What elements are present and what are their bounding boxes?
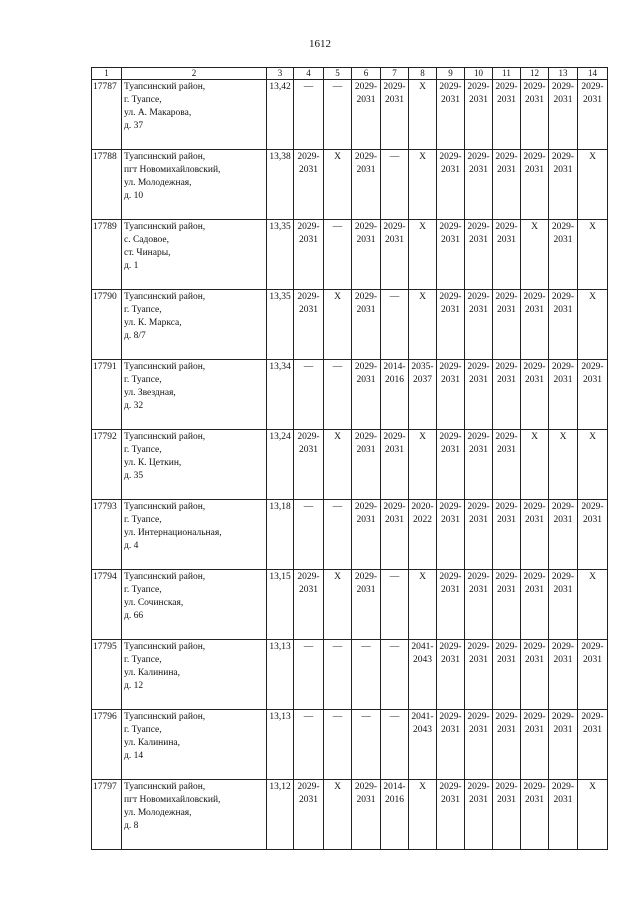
period-cell: X <box>409 80 437 150</box>
period-cell: 2029-2031 <box>294 430 324 500</box>
period-cell: 2029-2031 <box>465 290 493 360</box>
address-cell <box>122 640 267 710</box>
period-cell: — <box>294 500 324 570</box>
period-cell: X <box>324 430 352 500</box>
address-line: Туапсинский район, <box>124 362 206 372</box>
period-cell: X <box>324 290 352 360</box>
period-cell: X <box>324 570 352 640</box>
period-cell: 2029-2031 <box>352 430 381 500</box>
period-cell: X <box>409 150 437 220</box>
address-line: Туапсинский район, <box>124 432 206 442</box>
period-cell: 2029-2031 <box>493 290 521 360</box>
address-line: ул. Звездная, <box>124 388 176 398</box>
period-cell: 2029-2031 <box>521 710 549 780</box>
period-cell: — <box>381 570 409 640</box>
address-line: Туапсинский район, <box>124 222 206 232</box>
period-cell: 2029-2031 <box>521 290 549 360</box>
address-line: д. 32 <box>124 401 144 411</box>
period-cell: 2029-2031 <box>493 150 521 220</box>
address-line: д. 4 <box>124 541 139 551</box>
period-cell: 2029-2031 <box>352 500 381 570</box>
address-line: ул. К. Маркса, <box>124 318 182 328</box>
period-cell: 2029-2031 <box>381 430 409 500</box>
address-line: г. Туапсе, <box>124 585 162 595</box>
table-row <box>92 220 608 290</box>
row-id: 17788 <box>92 150 122 220</box>
address-line: д. 66 <box>124 611 144 621</box>
period-cell: 2029-2031 <box>493 220 521 290</box>
address-line: ул. К. Цеткин, <box>124 458 182 468</box>
period-cell: — <box>352 710 381 780</box>
address-line: д. 1 <box>124 261 139 271</box>
address-cell <box>122 220 267 290</box>
period-cell: — <box>381 150 409 220</box>
address-line: г. Туапсе, <box>124 445 162 455</box>
period-cell: X <box>578 780 608 850</box>
address-line: д. 8/7 <box>124 331 146 341</box>
row-id: 17787 <box>92 80 122 150</box>
period-cell: X <box>409 290 437 360</box>
address-line: ул. Молодежная, <box>124 808 192 818</box>
column-number: 2 <box>122 68 267 80</box>
period-cell: X <box>409 780 437 850</box>
period-cell: X <box>324 780 352 850</box>
period-cell: 2029-2031 <box>578 80 608 150</box>
row-id: 17796 <box>92 710 122 780</box>
area-cell: 13,42 <box>267 80 294 150</box>
period-cell: 2029-2031 <box>465 710 493 780</box>
table-row <box>92 150 608 220</box>
period-cell: X <box>409 430 437 500</box>
period-cell: 2029-2031 <box>493 570 521 640</box>
period-cell: — <box>381 710 409 780</box>
period-cell: 2029-2031 <box>521 780 549 850</box>
row-id: 17789 <box>92 220 122 290</box>
period-cell: 2029-2031 <box>352 80 381 150</box>
address-line: Туапсинский район, <box>124 502 206 512</box>
address-cell <box>122 360 267 430</box>
column-number: 5 <box>324 68 352 80</box>
area-cell: 13,35 <box>267 290 294 360</box>
address-line: ул. А. Макарова, <box>124 108 192 118</box>
period-cell: 2029-2031 <box>437 150 465 220</box>
period-cell: 2014-2016 <box>381 360 409 430</box>
row-id: 17797 <box>92 780 122 850</box>
period-cell: 2029-2031 <box>521 150 549 220</box>
period-cell: 2029-2031 <box>549 640 578 710</box>
period-cell: 2029-2031 <box>578 500 608 570</box>
period-cell: 2029-2031 <box>465 360 493 430</box>
table-row <box>92 80 608 150</box>
period-cell: 2029-2031 <box>578 360 608 430</box>
period-cell: 2029-2031 <box>381 220 409 290</box>
column-number: 9 <box>437 68 465 80</box>
area-cell: 13,38 <box>267 150 294 220</box>
period-cell: 2029-2031 <box>352 290 381 360</box>
address-line: д. 12 <box>124 681 144 691</box>
table-row <box>92 570 608 640</box>
column-number: 6 <box>352 68 381 80</box>
address-cell <box>122 780 267 850</box>
area-cell: 13,34 <box>267 360 294 430</box>
address-cell <box>122 150 267 220</box>
period-cell: 2029-2031 <box>465 500 493 570</box>
period-cell: X <box>409 570 437 640</box>
period-cell: — <box>324 360 352 430</box>
period-cell: 2029-2031 <box>437 360 465 430</box>
period-cell: 2029-2031 <box>549 80 578 150</box>
address-line: Туапсинский район, <box>124 572 206 582</box>
address-line: г. Туапсе, <box>124 725 162 735</box>
period-cell: X <box>578 430 608 500</box>
table-row <box>92 430 608 500</box>
area-cell: 13,13 <box>267 710 294 780</box>
period-cell: 2029-2031 <box>465 640 493 710</box>
period-cell: 2029-2031 <box>437 80 465 150</box>
period-cell: 2029-2031 <box>549 150 578 220</box>
period-cell: 2041-2043 <box>409 710 437 780</box>
period-cell: — <box>381 290 409 360</box>
registry-table <box>91 67 608 850</box>
period-cell: — <box>294 640 324 710</box>
period-cell: 2029-2031 <box>549 290 578 360</box>
period-cell: X <box>521 430 549 500</box>
address-line: г. Туапсе, <box>124 95 162 105</box>
address-line: ул. Интернациональная, <box>124 528 222 538</box>
address-line: г. Туапсе, <box>124 655 162 665</box>
table-row <box>92 780 608 850</box>
row-id: 17791 <box>92 360 122 430</box>
address-cell <box>122 500 267 570</box>
address-line: д. 37 <box>124 121 144 131</box>
area-cell: 13,15 <box>267 570 294 640</box>
row-id: 17794 <box>92 570 122 640</box>
period-cell: 2029-2031 <box>521 640 549 710</box>
column-number: 12 <box>521 68 549 80</box>
period-cell: — <box>352 640 381 710</box>
period-cell: — <box>324 710 352 780</box>
period-cell: 2029-2031 <box>294 150 324 220</box>
address-line: пгт Новомихайловский, <box>124 795 221 805</box>
period-cell: 2029-2031 <box>352 780 381 850</box>
period-cell: 2029-2031 <box>521 570 549 640</box>
period-cell: 2029-2031 <box>465 80 493 150</box>
period-cell: 2029-2031 <box>521 500 549 570</box>
period-cell: 2029-2031 <box>294 290 324 360</box>
period-cell: 2029-2031 <box>465 430 493 500</box>
address-line: д. 14 <box>124 751 144 761</box>
period-cell: 2029-2031 <box>493 80 521 150</box>
period-cell: 2029-2031 <box>437 500 465 570</box>
period-cell: X <box>578 570 608 640</box>
address-line: д. 10 <box>124 191 144 201</box>
period-cell: 2029-2031 <box>493 640 521 710</box>
period-cell: 2029-2031 <box>549 570 578 640</box>
period-cell: 2029-2031 <box>521 360 549 430</box>
address-line: Туапсинский район, <box>124 292 206 302</box>
address-line: ул. Калинина, <box>124 738 181 748</box>
row-id: 17793 <box>92 500 122 570</box>
period-cell: 2029-2031 <box>352 360 381 430</box>
address-line: г. Туапсе, <box>124 375 162 385</box>
address-line: г. Туапсе, <box>124 305 162 315</box>
period-cell: 2014-2016 <box>381 780 409 850</box>
column-number: 1 <box>92 68 122 80</box>
period-cell: 2029-2031 <box>437 570 465 640</box>
address-cell <box>122 430 267 500</box>
period-cell: 2029-2031 <box>352 570 381 640</box>
period-cell: 2029-2031 <box>549 710 578 780</box>
address-line: Туапсинский район, <box>124 712 206 722</box>
period-cell: 2035-2037 <box>409 360 437 430</box>
period-cell: 2029-2031 <box>521 80 549 150</box>
period-cell: — <box>381 640 409 710</box>
address-cell <box>122 710 267 780</box>
period-cell: 2029-2031 <box>381 500 409 570</box>
column-number: 14 <box>578 68 608 80</box>
period-cell: X <box>549 430 578 500</box>
column-number: 13 <box>549 68 578 80</box>
period-cell: 2029-2031 <box>549 780 578 850</box>
period-cell: X <box>324 150 352 220</box>
address-line: ул. Калинина, <box>124 668 181 678</box>
table-row <box>92 710 608 780</box>
period-cell: 2029-2031 <box>294 570 324 640</box>
period-cell: 2029-2031 <box>465 570 493 640</box>
row-id: 17790 <box>92 290 122 360</box>
row-id: 17792 <box>92 430 122 500</box>
address-cell <box>122 80 267 150</box>
table-row <box>92 360 608 430</box>
table-row <box>92 290 608 360</box>
period-cell: 2029-2031 <box>465 150 493 220</box>
address-line: Туапсинский район, <box>124 782 206 792</box>
period-cell: X <box>521 220 549 290</box>
address-line: Туапсинский район, <box>124 152 206 162</box>
address-line: пгт Новомихайловский, <box>124 165 221 175</box>
period-cell: — <box>294 710 324 780</box>
address-line: ул. Молодежная, <box>124 178 192 188</box>
period-cell: 2029-2031 <box>549 500 578 570</box>
table-row <box>92 500 608 570</box>
area-cell: 13,24 <box>267 430 294 500</box>
period-cell: X <box>578 220 608 290</box>
period-cell: — <box>324 640 352 710</box>
period-cell: 2041-2043 <box>409 640 437 710</box>
period-cell: 2029-2031 <box>549 220 578 290</box>
period-cell: 2029-2031 <box>437 430 465 500</box>
period-cell: 2029-2031 <box>437 220 465 290</box>
column-number: 7 <box>381 68 409 80</box>
table-row <box>92 640 608 710</box>
period-cell: 2029-2031 <box>381 80 409 150</box>
period-cell: — <box>294 360 324 430</box>
period-cell: 2029-2031 <box>493 360 521 430</box>
period-cell: 2029-2031 <box>493 780 521 850</box>
period-cell: 2020-2022 <box>409 500 437 570</box>
period-cell: 2029-2031 <box>294 220 324 290</box>
column-number: 11 <box>493 68 521 80</box>
period-cell: — <box>294 80 324 150</box>
period-cell: — <box>324 80 352 150</box>
period-cell: 2029-2031 <box>294 780 324 850</box>
period-cell: 2029-2031 <box>437 710 465 780</box>
period-cell: 2029-2031 <box>465 780 493 850</box>
period-cell: X <box>578 150 608 220</box>
period-cell: 2029-2031 <box>549 360 578 430</box>
period-cell: 2029-2031 <box>352 220 381 290</box>
address-cell <box>122 290 267 360</box>
table-body <box>92 68 608 850</box>
period-cell: 2029-2031 <box>578 710 608 780</box>
period-cell: — <box>324 500 352 570</box>
address-line: ст. Чинары, <box>124 248 171 258</box>
period-cell: X <box>409 220 437 290</box>
period-cell: 2029-2031 <box>493 710 521 780</box>
column-number: 10 <box>465 68 493 80</box>
area-cell: 13,35 <box>267 220 294 290</box>
period-cell: — <box>324 220 352 290</box>
period-cell: 2029-2031 <box>493 500 521 570</box>
row-id: 17795 <box>92 640 122 710</box>
column-number: 8 <box>409 68 437 80</box>
address-cell <box>122 570 267 640</box>
period-cell: 2029-2031 <box>465 220 493 290</box>
period-cell: 2029-2031 <box>437 640 465 710</box>
address-line: д. 35 <box>124 471 144 481</box>
area-cell: 13,18 <box>267 500 294 570</box>
address-line: с. Садовое, <box>124 235 169 245</box>
period-cell: 2029-2031 <box>352 150 381 220</box>
column-number: 3 <box>267 68 294 80</box>
period-cell: X <box>578 290 608 360</box>
period-cell: 2029-2031 <box>493 430 521 500</box>
address-line: ул. Сочинская, <box>124 598 184 608</box>
column-number: 4 <box>294 68 324 80</box>
area-cell: 13,13 <box>267 640 294 710</box>
period-cell: 2029-2031 <box>437 290 465 360</box>
period-cell: 2029-2031 <box>437 780 465 850</box>
address-line: г. Туапсе, <box>124 515 162 525</box>
address-line: д. 8 <box>124 821 139 831</box>
column-number-row <box>92 68 608 80</box>
address-line: Туапсинский район, <box>124 82 206 92</box>
address-line: Туапсинский район, <box>124 642 206 652</box>
area-cell: 13,12 <box>267 780 294 850</box>
page-number: 1612 <box>309 38 331 50</box>
period-cell: 2029-2031 <box>578 640 608 710</box>
